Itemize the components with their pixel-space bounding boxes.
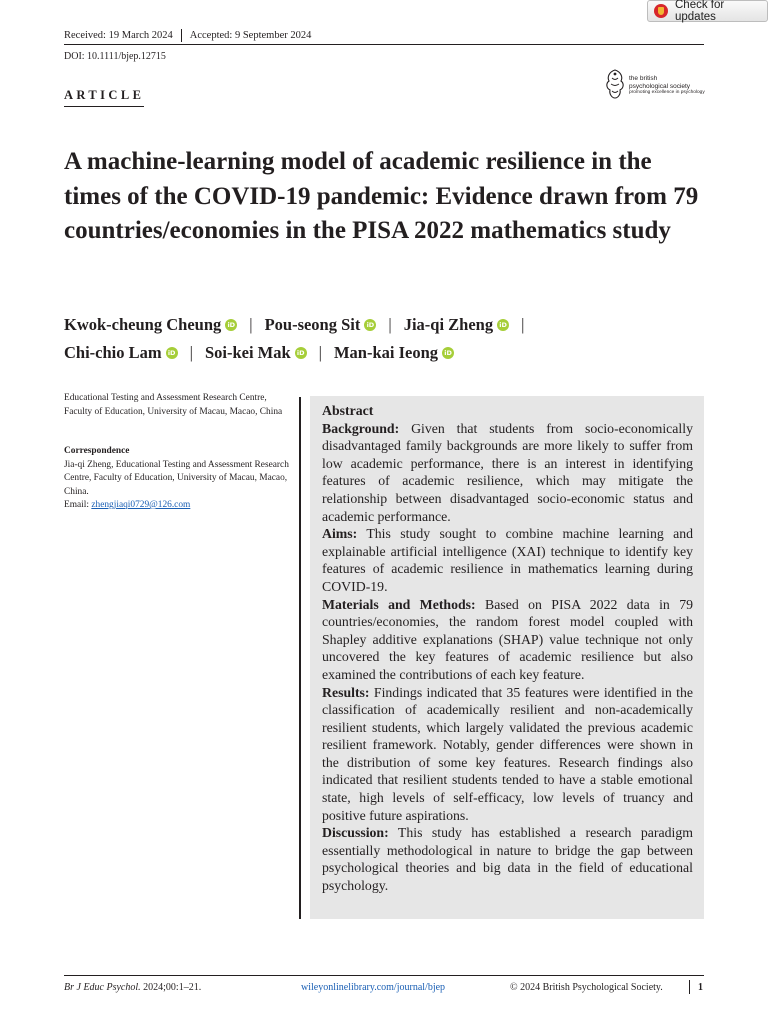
correspondence	[64, 445, 289, 513]
correspondence-text: Jia-qi Zheng, Educational Testing and Assessment Research Centre, Faculty of Education, University of Macau, Macao, China.	[64, 459, 289, 497]
author-name-text: Soi-kei Mak	[204, 343, 291, 362]
abstract-section-text: Findings indicated that 35 features were identified in the classification of academically resilient and non-academically resilient students, which largely validated the previous academic resilient framework. Notably, gender differences were shown in the distribution of some key features. Research findings also indicated that resilient students tended to have a stable emotional state, high levels of self-efficacy, low levels of truancy and positive future aspirations.	[322, 684, 693, 823]
header-rule	[64, 44, 704, 45]
bps-logo	[604, 68, 710, 102]
journal-url-link[interactable]: wileyonlinelibrary.com/journal/bjep	[301, 982, 446, 993]
abstract-section-label: Discussion:	[322, 825, 389, 841]
author-separator: |	[388, 315, 392, 334]
journal-name: Br J Educ Psychol.	[64, 982, 141, 993]
author-name-text: Jia-qi Zheng	[403, 315, 494, 334]
author-separator: |	[249, 315, 253, 334]
affiliation: Educational Testing and Assessment Research Centre, Faculty of Education, University of Macau, Macao, China	[64, 393, 283, 417]
orcid-icon[interactable]: iD	[166, 347, 178, 359]
abstract-section	[322, 525, 693, 595]
author-name-text: Chi-chio Lam	[64, 343, 162, 362]
bps-logo-line2: psychological society	[629, 82, 691, 90]
abstract-section	[322, 420, 693, 526]
abstract-rule	[299, 397, 301, 919]
correspondence-heading: Correspondence	[64, 446, 130, 456]
bps-logo-tagline: promoting excellence in psychology	[629, 90, 705, 95]
abstract-section-text: This study sought to combine machine learning and explainable artificial intelligence (XAI) technique to identify key features of academic resilience in mathematics learning during COVID-19.	[322, 526, 694, 594]
abstract-box	[310, 396, 704, 919]
accepted-date: Accepted: 9 September 2024	[189, 30, 312, 41]
author-separator: |	[318, 343, 322, 362]
bps-crest-icon	[604, 68, 626, 100]
check-for-updates-label: Check for updates	[675, 0, 725, 23]
abstract-section-text: Based on PISA 2022 data in 79 countries/economies, the random forest model coupled with Shapley additive explanations (SHAP) value technique not only uncovered the key features of academic resilience but also examined the contributions of each key feature.	[322, 596, 693, 682]
article-type-label: ARTICLE	[64, 88, 144, 107]
received-date: Received: 19 March 2024	[64, 30, 173, 41]
email-label: Email:	[64, 500, 89, 510]
orcid-icon[interactable]: iD	[364, 319, 376, 331]
correspondence-email-line	[64, 499, 289, 513]
submission-dates	[64, 29, 311, 42]
abstract-section	[322, 596, 693, 684]
author-name-text: Man-kai Ieong	[333, 343, 439, 362]
abstract-section-text: This study has established a research paradigm essentially methodological in nature to bridge the gap between psychological theories and big data in the field of educational psychology.	[322, 825, 693, 894]
orcid-icon[interactable]: iD	[295, 347, 307, 359]
copyright: © 2024 British Psychological Society.	[510, 982, 663, 993]
citation-text: 2024;00:1–21.	[140, 982, 202, 993]
author-name	[265, 311, 377, 339]
check-for-updates-button[interactable]	[647, 0, 768, 22]
author-name	[334, 339, 454, 367]
abstract-section	[322, 824, 693, 894]
author-name	[64, 339, 178, 367]
footer-rule	[64, 975, 704, 976]
abstract-section	[322, 684, 693, 825]
abstract-section-label: Results:	[322, 684, 370, 700]
orcid-icon[interactable]: iD	[497, 319, 509, 331]
email-link[interactable]: zhengjiaqi0729@126.com	[91, 500, 191, 510]
author-name	[205, 339, 307, 367]
author-name-text: Pou-seong Sit	[264, 315, 361, 334]
abstract-section-label: Background:	[322, 420, 400, 436]
doi: DOI: 10.1111/bjep.12715	[64, 51, 166, 62]
footer-citation	[64, 982, 201, 993]
abstract-section-text: Given that students from socio-economically disadvantaged family backgrounds are more likely to suffer from low academic performance, there is an interest in identifying features of academic resilience, which may mitigate the relationship between disadvantaged socio-economic status and academic performance.	[322, 420, 693, 524]
abstract-heading: Abstract	[322, 403, 374, 418]
date-separator	[181, 29, 182, 42]
bps-logo-line1: the british	[629, 75, 658, 82]
author-name-text: Kwok-cheung Cheung	[64, 315, 222, 334]
author-name	[64, 311, 237, 339]
author-name	[404, 311, 509, 339]
author-separator: |	[189, 343, 193, 362]
footer-separator	[689, 980, 690, 994]
abstract-section-label: Aims:	[322, 526, 358, 542]
crossmark-icon	[654, 4, 668, 18]
author-list	[64, 311, 714, 367]
paper-title: A machine-learning model of academic resilience in the times of the COVID-19 pandemic: Evidence drawn from 79 countries/economies in the PISA 2022 mathematics study	[64, 148, 699, 244]
author-separator: |	[521, 315, 525, 334]
orcid-icon[interactable]: iD	[442, 347, 454, 359]
orcid-icon[interactable]: iD	[225, 319, 237, 331]
abstract-section-label: Materials and Methods:	[322, 596, 476, 612]
page-number: 1	[698, 982, 703, 993]
